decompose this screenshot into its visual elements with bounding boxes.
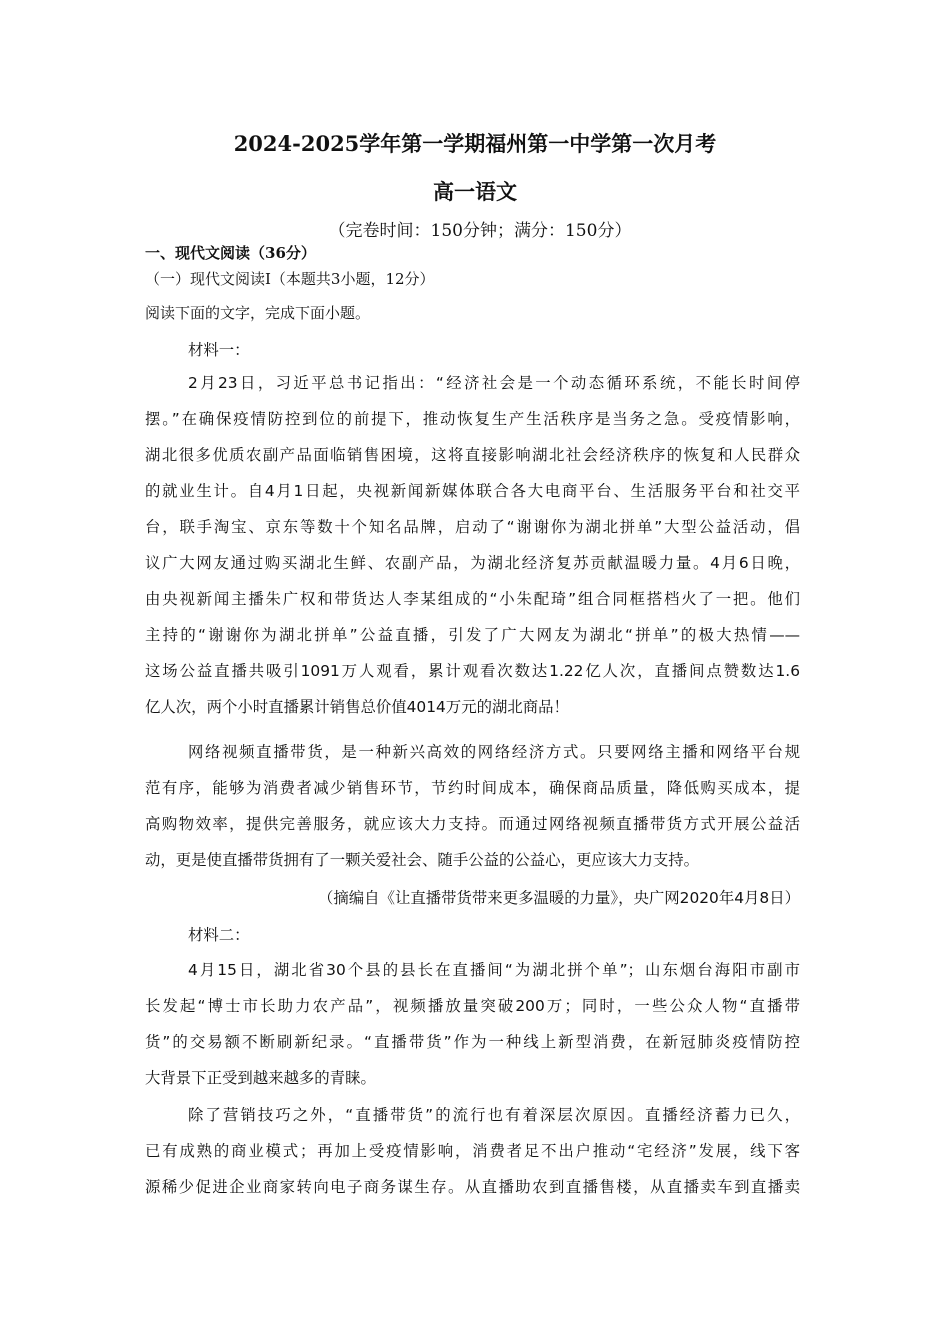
- passage-line: 这场公益直播共吸引1091万人观看，累计观看次数达1.22亿人次，直播间点赞数达1.6: [145, 662, 800, 680]
- passage-line: 摆。”在确保疫情防控到位的前提下，推动恢复生产生活秩序是当务之急。受疫情影响，: [145, 410, 800, 428]
- subsection-heading: （一）现代文阅读Ⅰ（本题共3小题，12分）: [145, 270, 435, 288]
- passage-line: 大背景下正受到越来越多的青睐。: [145, 1069, 376, 1087]
- passage-line: 2月23日，习近平总书记指出：“经济社会是一个动态循环系统，不能长时间停: [188, 374, 800, 392]
- passage-line: 已有成熟的商业模式；再加上受疫情影响，消费者足不出户推动“宅经济”发展，线下客: [145, 1142, 800, 1160]
- passage-line: 4月15日，湖北省30个县的县长在直播间“为湖北拼个单”；山东烟台海阳市副市: [188, 961, 800, 979]
- passage-line: 高购物效率，提供完善服务，就应该大力支持。而通过网络视频直播带货方式开展公益活: [145, 815, 800, 833]
- passage-line: 主持的“谢谢你为湖北拼单”公益直播，引发了广大网友为湖北“拼单”的极大热情——: [145, 626, 800, 644]
- exam-subject: 高一语文: [433, 179, 517, 204]
- passage-line: 网络视频直播带货，是一种新兴高效的网络经济方式。只要网络主播和网络平台规: [188, 743, 800, 761]
- exam-title: 2024-2025学年第一学期福州第一中学第一次月考: [233, 131, 717, 156]
- passage-line: 材料二：: [188, 926, 250, 944]
- passage-line: 材料一：: [188, 341, 250, 359]
- passage-line: 湖北很多优质农副产品面临销售困境，这将直接影响湖北社会经济秩序的恢复和人民群众: [145, 446, 800, 464]
- passage-line: 亿人次，两个小时直播累计销售总价值4014万元的湖北商品！: [145, 698, 569, 716]
- passage-line: 长发起“博士市长助力农产品”，视频播放量突破200万；同时，一些公众人物“直播带: [145, 997, 800, 1015]
- passage-line: （摘编自《让直播带货带来更多温暖的力量》，央广网2020年4月8日）: [318, 889, 800, 907]
- passage-line: 动，更是使直播带货拥有了一颗关爱社会、随手公益的公益心，更应该大力支持。: [145, 851, 700, 869]
- exam-time-info: （完卷时间：150分钟；满分：150分）: [328, 221, 632, 241]
- passage-line: 范有序，能够为消费者减少销售环节，节约时间成本，确保商品质量，降低购买成本，提: [145, 779, 800, 797]
- passage-line: 的就业生计。自4月1日起，央视新闻新媒体联合各大电商平台、生活服务平台和社交平: [145, 482, 800, 500]
- passage-line: 议广大网友通过购买湖北生鲜、农副产品，为湖北经济复苏贡献温暖力量。4月6日晚，: [145, 554, 800, 572]
- reading-instruction: 阅读下面的文字，完成下面小题。: [145, 304, 371, 322]
- passage-line: 货”的交易额不断刷新纪录。“直播带货”作为一种线上新型消费，在新冠肺炎疫情防控: [145, 1033, 800, 1051]
- section-heading: 一、现代文阅读（36分）: [145, 244, 316, 262]
- passage-line: 台，联手淘宝、京东等数十个知名品牌，启动了“谢谢你为湖北拼单”大型公益活动，倡: [145, 518, 800, 536]
- passage-line: 由央视新闻主播朱广权和带货达人李某组成的“小朱配琦”组合同框搭档火了一把。他们: [145, 590, 800, 608]
- passage-line: 除了营销技巧之外，“直播带货”的流行也有着深层次原因。直播经济蓄力已久，: [188, 1106, 800, 1124]
- passage-line: 源稀少促进企业商家转向电子商务谋生存。从直播助农到直播售楼，从直播卖车到直播卖: [145, 1178, 800, 1196]
